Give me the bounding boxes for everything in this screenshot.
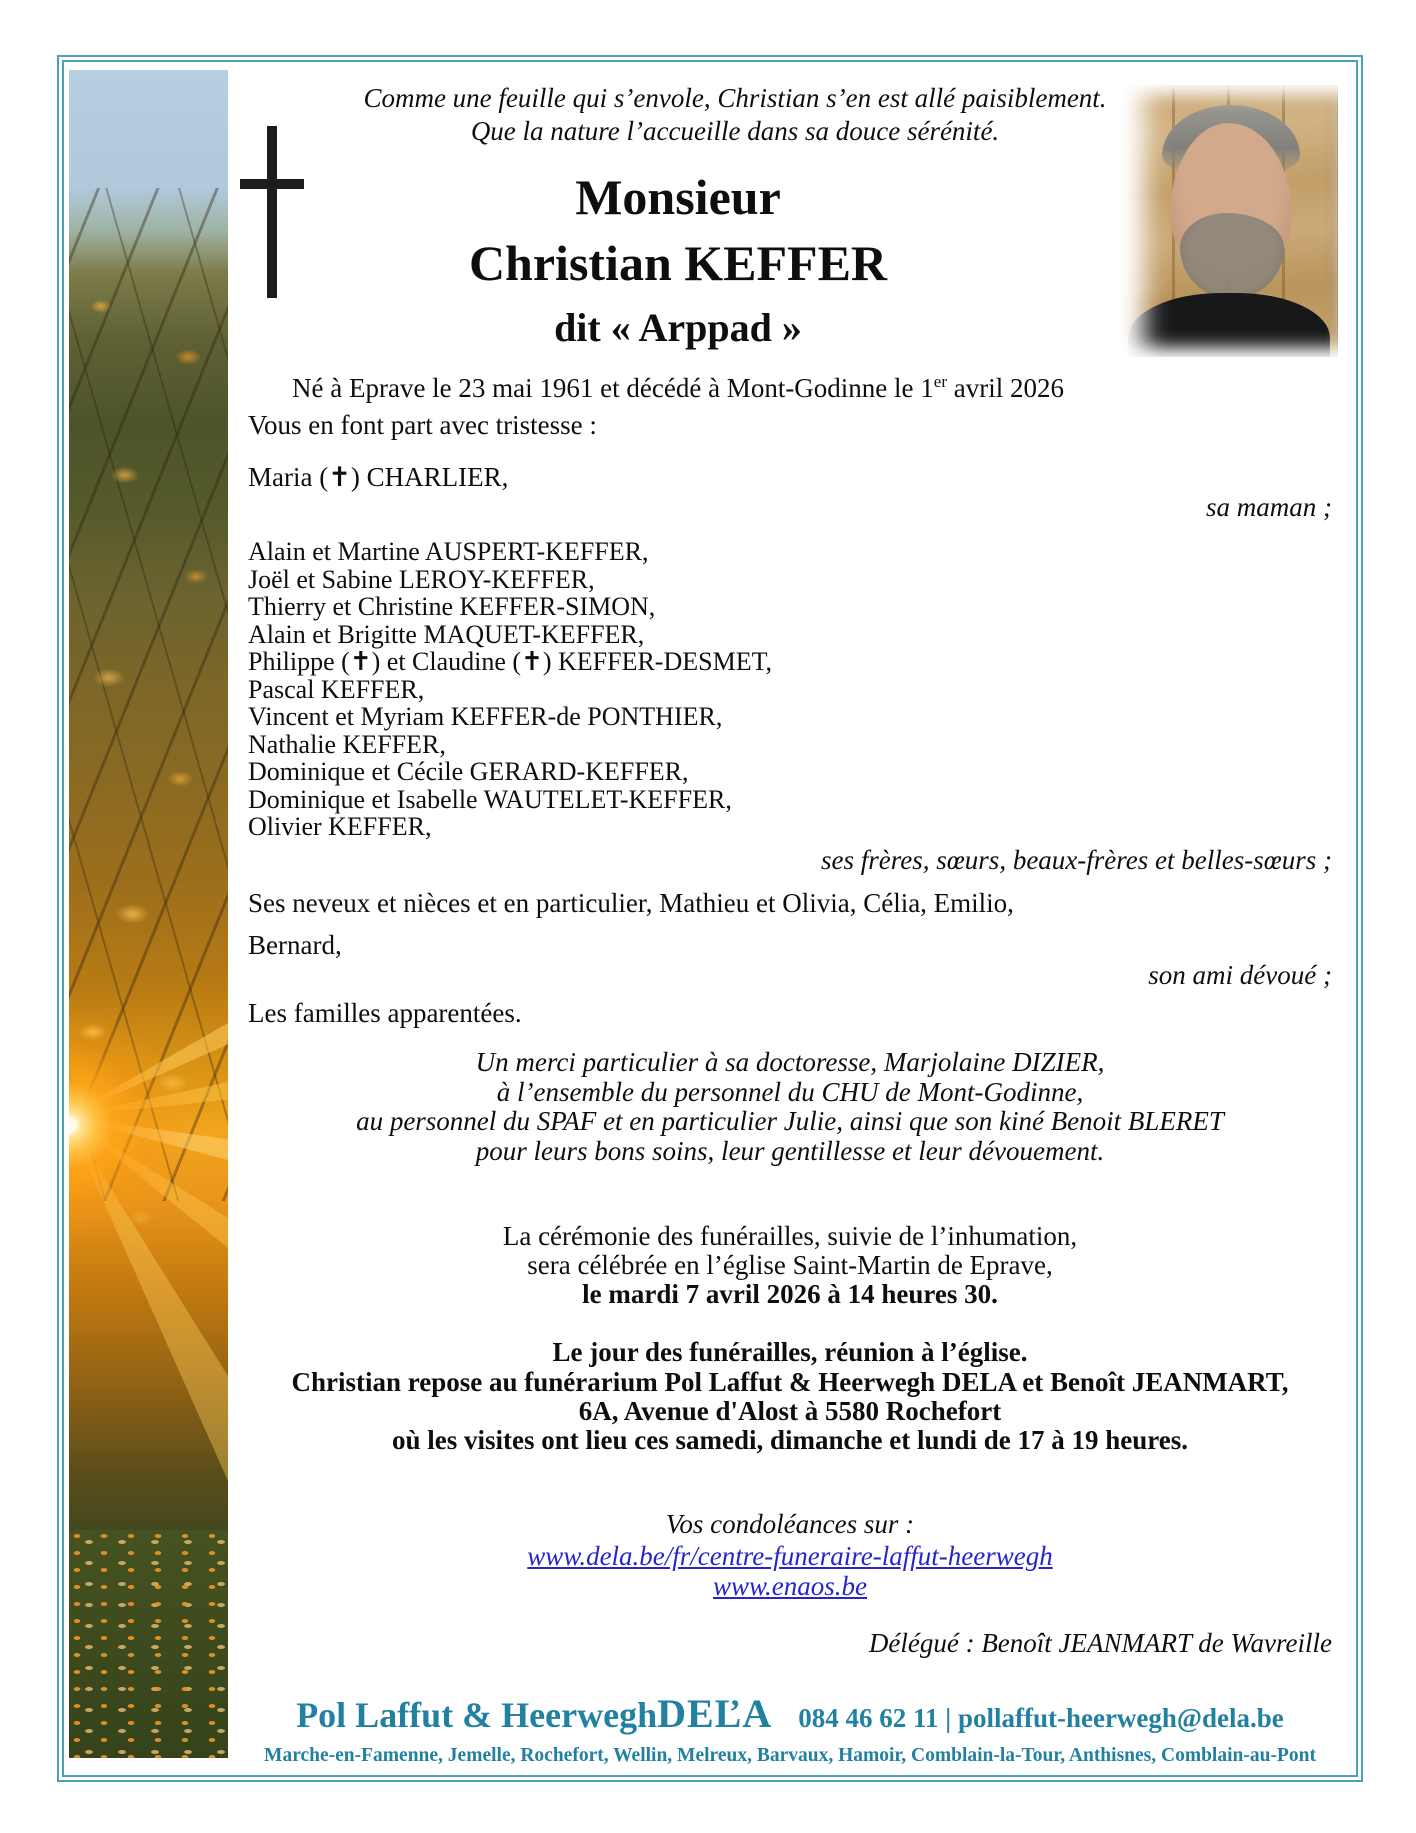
sibling-line: Alain et Brigitte MAQUET-KEFFER, [248,619,645,649]
friend-relation: son ami dévoué ; [1148,960,1332,990]
opening-quote [290,82,1180,148]
funeral-home-name: Pol Laffut & Heerwegh [296,1695,658,1735]
thanks-line: à l’ensemble du personnel du CHU de Mont-Godinne, [496,1076,1084,1107]
sibling-line: Thierry et Christine KEFFER-SIMON, [248,592,656,621]
sibling-line: Vincent et Myriam KEFFER-de PONTHIER, [248,702,723,731]
sibling-line: Philippe (✝) et Claudine (✝) KEFFER-DESMET, [248,647,773,676]
funeral-home-contact: 084 46 62 11 | pollaffut-heerwegh@dela.be [798,1703,1284,1733]
funeral-home-brand-line [248,1690,1332,1737]
nephews-line: Ses neveux et nièces et en particulier, Mathieu et Olivia, Célia, Emilio, [248,888,1014,918]
quote-line-1: Comme une feuille qui s’envole, Christian s’en est allé paisiblement. [363,83,1107,113]
sibling-line: Pascal KEFFER, [248,674,425,704]
condolence-link-dela[interactable]: www.dela.be/fr/centre-funeraire-laffut-heerwegh [527,1541,1053,1571]
condolences-label: Vos condoléances sur : [665,1509,915,1539]
mother-name: Maria (✝) CHARLIER, [248,462,509,492]
sunburst [69,70,228,1758]
sibling-line: Dominique et Cécile GERARD-KEFFER, [248,757,689,786]
quote-line-2: Que la nature l’accueille dans sa douce sérénité. [470,116,1000,146]
thanks-paragraph [248,1048,1332,1166]
repose-paragraph [248,1368,1332,1455]
sibling-line: Dominique et Isabelle WAUTELET-KEFFER, [248,784,732,814]
fallen-leaves-grass [69,1530,228,1758]
mother-relation: sa maman ; [1206,492,1332,522]
meeting-line: Le jour des funérailles, réunion à l’église. [552,1337,1028,1367]
condolence-links [248,1541,1332,1601]
deceased-nickname: dit « Arppad » [554,305,802,350]
life-dates-line [248,366,1108,404]
dela-logo: DEĽA [657,1691,773,1736]
friend-name: Bernard, [248,930,342,960]
deceased-name: Christian KEFFER [468,235,888,291]
thanks-line: au personnel du SPAF et en particulier Julie, ainsi que son kiné Benoit BLERET [356,1106,1224,1136]
autumn-photo-strip [69,70,228,1758]
repose-line-1: Christian repose au funérarium Pol Laffut & Heerwegh DELA et Benoît JEANMART, [291,1367,1289,1397]
announcement-intro: Vous en font part avec tristesse : [248,410,597,440]
life-dates-suffix: avril 2026 [947,373,1064,403]
thanks-line: Un merci particulier à sa doctoresse, Marjolaine DIZIER, [475,1047,1105,1077]
related-families-line: Les familles apparentées. [248,998,522,1028]
funeral-home-cities: Marche-en-Famenne, Jemelle, Rochefort, Wellin, Melreux, Barvaux, Hamoir, Comblain-la-Tour, Anthisnes, Comblain-au-Pont [264,1745,1316,1766]
life-dates-prefix: Né à Eprave le 23 mai 1961 et décédé à Mont-Godinne le 1 [292,373,934,403]
sibling-line: Joël et Sabine LEROY-KEFFER, [248,564,595,594]
condolence-link-enaos[interactable]: www.enaos.be [713,1571,867,1601]
siblings-relation: ses frères, sœurs, beaux-frères et belles-sœurs ; [821,845,1332,875]
thanks-line: pour leurs bons soins, leur gentillesse et leur dévouement. [475,1135,1105,1166]
sibling-line: Olivier KEFFER, [248,812,432,841]
sibling-line: Alain et Martine AUSPERT-KEFFER, [248,537,649,566]
sibling-line: Nathalie KEFFER, [248,729,446,759]
ceremony-paragraph [248,1222,1332,1309]
repose-line-2: 6A, Avenue d'Alost à 5580 Rochefort [578,1396,1002,1426]
ceremony-date-time: le mardi 7 avril 2026 à 14 heures 30. [582,1279,998,1309]
ceremony-line-2: sera célébrée en l’église Saint-Martin de Eprave, [527,1250,1053,1280]
honorific-title: Monsieur [575,169,781,225]
repose-line-3: où les visites ont lieu ces samedi, dimanche et lundi de 17 à 19 heures. [391,1425,1189,1455]
delegate-line: Délégué : Benoît JEANMART de Wavreille [868,1628,1332,1658]
life-dates-ordinal: er [933,372,947,391]
siblings-list [248,538,1332,841]
ceremony-line-1: La cérémonie des funérailles, suivie de l’inhumation, [502,1221,1078,1251]
